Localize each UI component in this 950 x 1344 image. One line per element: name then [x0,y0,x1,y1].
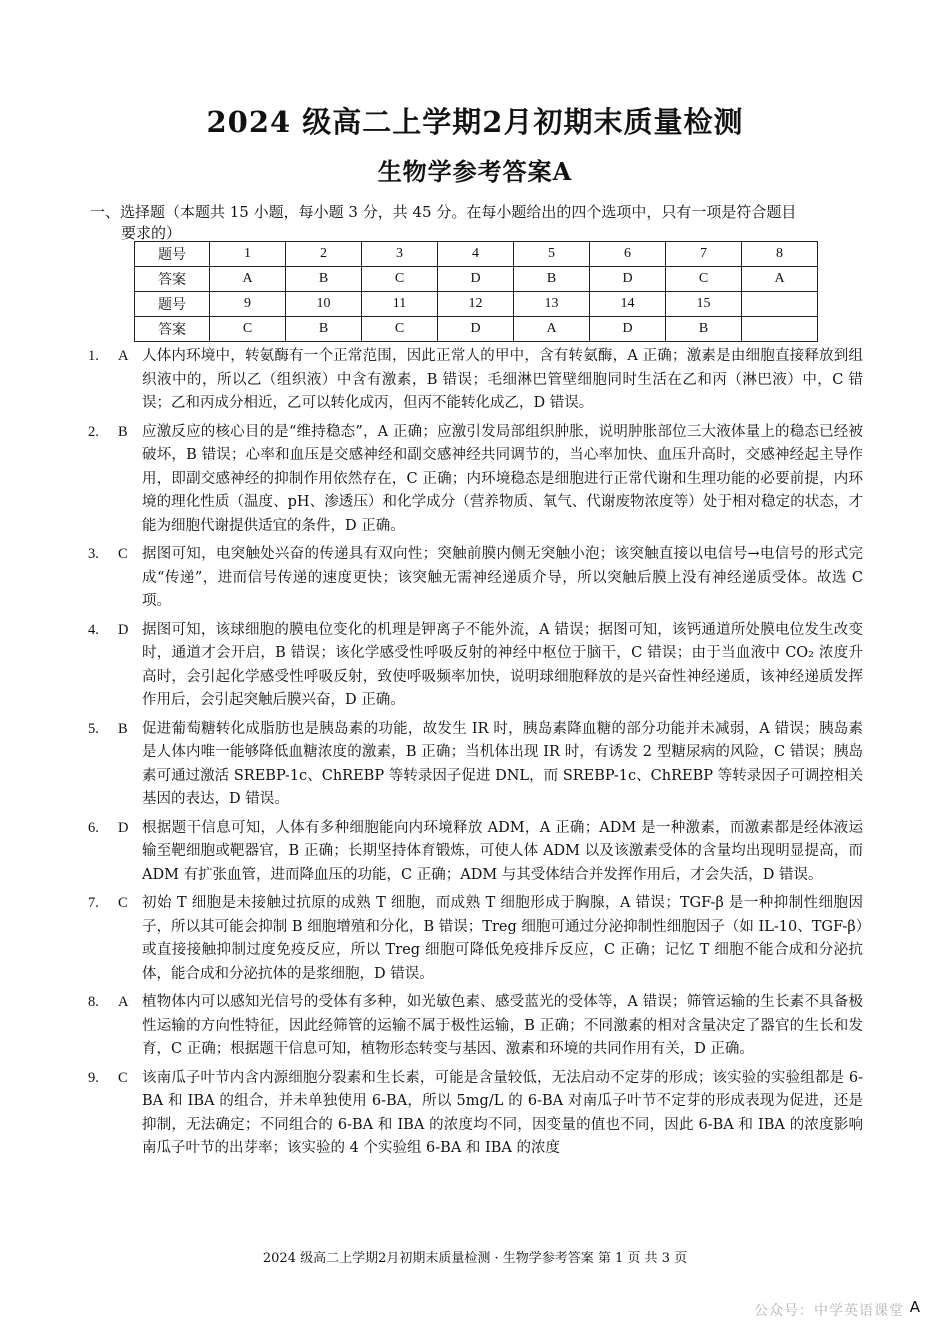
table-cell: C [362,317,438,342]
table-cell: 8 [742,242,818,267]
item-text: 初始 T 细胞是未接触过抗原的成熟 T 细胞，而成熟 T 细胞形成于胸腺，A 错误；TGF-β 是一种抑制性细胞因子，所以其可能会抑制 B 细胞增殖和分化，B 错误；Treg 细胞可通过分泌抑制性细胞因子（如 IL-10、TGF-β）或直接接触抑制过度免疫反应，所以 Treg 细胞可降低免疫排斥反应，C 正确；记忆 T 细胞不能合成和分泌抗体，能合成和分泌抗体的是浆细胞，D 错误。 [142,895,863,982]
section-heading-line1: 一、选择题（本题共 15 小题，每小题 3 分，共 45 分。在每小题给出的四个选项中，只有一项是符合题目 [90,203,797,221]
section-heading-line2: 要求的） [121,224,182,242]
item-number: 7. [88,895,99,911]
item-answer: C [118,895,128,911]
item-answer: B [118,423,128,440]
list-item [88,817,863,888]
item-text: 植物体内可以感知光信号的受体有多种，如光敏色素、感受蓝光的受体等，A 错误；筛管运输的生长素不具备极性运输的方向性特征，因此经筛管的运输不属于极性运输，B 正确；不同激素的相对含量决定了器官的生长和发育，C 正确；根据题干信息可知，植物形态转变与基因、激素和环境的共同作用有关，D 正确。 [142,994,863,1057]
table-cell: 12 [438,292,514,317]
table-row [135,267,818,292]
label-answer: 答案 [135,267,210,292]
table-cell [742,292,818,317]
table-cell: 11 [362,292,438,317]
item-answer: B [118,720,128,737]
table-cell: 7 [666,242,742,267]
table-cell: B [286,317,362,342]
table-cell: B [666,317,742,342]
item-text: 该南瓜子叶节内含内源细胞分裂素和生长素，可能是含量较低，无法启动不定芽的形成；该实验的实验组都是 6-BA 和 IBA 的组合，并未单独使用 6-BA，所以 5mg/L 的 6-BA 对南瓜子叶节不定芽的形成表现为促进，还是抑制，无法确定；不同组合的 6-BA 和 IBA 的浓度均不同，因变量的值也不同，因此 6-BA 和 IBA 的浓度影响南瓜子叶节的出芽率；该实验的 4 个实验组 6-BA 和 IBA 的浓度 [142,1069,863,1156]
list-item [88,345,863,416]
item-number: 3. [88,546,99,562]
table-cell: 3 [362,242,438,267]
item-text: 人体内环境中，转氨酶有一个正常范围，因此正常人的甲中，含有转氨酶，A 正确；激素是由细胞直接释放到组织液中的，所以乙（组织液）中含有激素，B 错误；毛细淋巴管壁细胞同时生活在乙和丙（淋巴液）中，C 错误；乙和丙成分相近，乙可以转化成丙，但丙不能转化成乙，D 错误。 [142,348,863,411]
table-cell: 13 [514,292,590,317]
list-item [88,421,863,539]
table-cell: D [590,317,666,342]
table-cell: A [514,317,590,342]
page-footer: 2024 级高二上学期2月初期末质量检测 · 生物学参考答案 第 1 页 共 3 页 [262,1251,688,1266]
list-item [88,619,863,713]
table-cell: 5 [514,242,590,267]
answer-table [134,241,818,342]
item-text: 据图可知，电突触处兴奋的传递具有双向性；突触前膜内侧无突触小泡；该突触直接以电信号→电信号的形式完成“传递”，进而信号传递的速度更快；该突触无需神经递质介导，所以突触后膜上没有神经递质受体。故选 C 项。 [142,546,863,609]
table-row [135,317,818,342]
item-text: 根据题干信息可知，人体有多种细胞能向内环境释放 ADM，A 正确；ADM 是一种激素，而激素都是经体液运输至靶细胞或靶器官，B 正确；长期坚持体育锻炼，可使人体 ADM 以及该激素受体的含量均出现明显提高，而 ADM 有扩张血管，进而降血压的功能，C 正确；ADM 与其受体结合并发挥作用后，才会失活，D 错误。 [142,819,863,883]
table-cell: B [286,267,362,292]
watermark-text: 公众号：中学英语课堂 [754,1303,904,1319]
table-cell: 10 [286,292,362,317]
table-cell: 4 [438,242,514,267]
table-cell: A [210,267,286,292]
table-cell [742,317,818,342]
table-cell: 9 [210,292,286,317]
document-title: 2024 级高二上学期2月初期末质量检测 [206,105,744,139]
table-cell: 15 [666,292,742,317]
item-number: 5. [88,720,99,737]
table-cell: C [210,317,286,342]
item-number: 8. [88,994,99,1010]
table-cell: 1 [210,242,286,267]
table-row [135,292,818,317]
item-number: 1. [88,348,99,364]
table-cell: 14 [590,292,666,317]
table-cell: C [666,267,742,292]
label-number: 题号 [135,292,210,317]
item-number: 9. [88,1069,99,1086]
label-number: 题号 [135,242,210,267]
list-item [88,718,863,812]
list-item [88,892,863,986]
item-answer: D [118,819,129,836]
table-cell: B [514,267,590,292]
table-cell: D [590,267,666,292]
table-cell: D [438,267,514,292]
item-answer: D [118,621,129,638]
item-answer: A [118,994,129,1010]
item-text: 促进葡萄糖转化成脂肪也是胰岛素的功能，故发生 IR 时，胰岛素降血糖的部分功能并未减弱，A 错误；胰岛素是人体内唯一能够降低血糖浓度的激素，B 正确；当机体出现 IR 时，有诱发 2 型糖尿病的风险，C 错误；胰岛素可通过激活 SREBP-1c、ChREBP 等转录因子促进 DNL，而 SREBP-1c、ChREBP 等转录因子可调控相关基因的表达，D 错误。 [142,720,863,807]
table-cell: D [438,317,514,342]
list-item [88,1067,863,1161]
table-cell: C [362,267,438,292]
item-text: 据图可知，该球细胞的膜电位变化的机理是钾离子不能外流，A 错误；据图可知，该钙通道所处膜电位发生改变时，通道才会开启，B 错误；该化学感受性呼吸反射的神经中枢位于脑干，C 错误；由于当血液中 CO₂ 浓度升高时，会引起化学感受性呼吸反射，致使呼吸频率加快，说明球细胞释放的是兴奋性神经递质，该神经递质发挥作用后，会引起突触后膜兴奋，D 正确。 [142,621,863,708]
explanation-list [88,345,863,1166]
list-item [88,991,863,1062]
section-heading [90,202,870,244]
table-cell: 6 [590,242,666,267]
item-number: 6. [88,819,99,836]
item-answer: A [118,348,129,364]
document-subtitle: 生物学参考答案A [377,157,573,186]
item-number: 4. [88,621,99,638]
item-text: 应激反应的核心目的是“维持稳态”，A 正确；应激引发局部组织肿胀，说明肿胀部位三大液体量上的稳态已经被破坏，B 错误；心率和血压是交感神经和副交感神经共同调节的，当心率加快、血压升高时，交感神经起主导作用，即副交感神经的抑制作用依然存在，C 正确；内环境稳态是细胞进行正常代谢和生理功能的必要前提，内环境的理化性质（温度、pH、渗透压）和化学成分（营养物质、氧气、代谢废物浓度等）处于相对稳定的状态，才能为细胞代谢提供适宜的条件，D 正确。 [142,423,863,534]
item-number: 2. [88,423,99,440]
list-item [88,543,863,614]
table-cell: A [742,267,818,292]
table-row [135,242,818,267]
item-answer: C [118,1069,128,1086]
item-answer: C [118,546,128,562]
table-cell: 2 [286,242,362,267]
label-answer: 答案 [135,317,210,342]
corner-mark: A [909,1298,920,1316]
